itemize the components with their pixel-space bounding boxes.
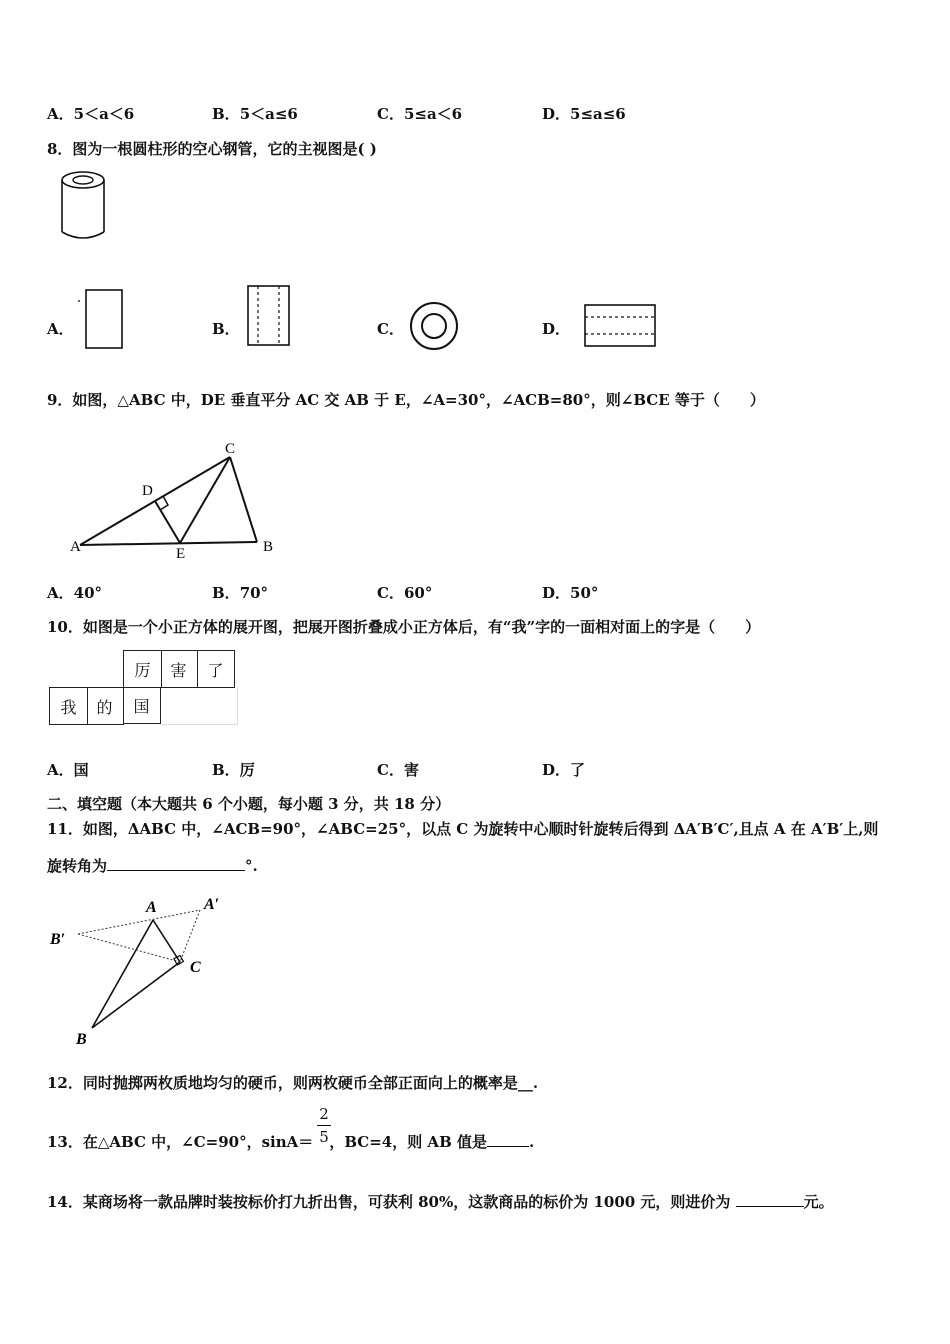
q7-option-a: A．5＜a＜6 [47, 105, 135, 123]
cube-cell-top-3: 了 [197, 650, 235, 688]
q9-label-c: C [225, 441, 236, 457]
q11-label-a-prime: A′ [204, 896, 220, 913]
q11-label-a: A [146, 899, 157, 916]
q8-option-c-figure [407, 300, 461, 354]
q9-label-d: D [142, 483, 153, 499]
q13-numerator: 2 [319, 1105, 329, 1123]
q13-stem: 13．在△ABC 中，∠C=90°，sinA＝ ，BC=4，则 AB 值是 . [47, 1133, 535, 1151]
q9-triangle-figure [60, 435, 290, 565]
q7-option-c: C．5≤a＜6 [377, 105, 463, 123]
q8-option-b-figure [246, 284, 292, 348]
q9-stem: 9．如图，△ABC 中，DE 垂直平分 AC 交 AB 于 E，∠A=30°，∠ACB=80°，则∠BCE 等于（ ） [47, 391, 765, 409]
q14-answer-blank[interactable] [736, 1192, 804, 1207]
section-heading: 二、填空题（本大题共 6 个小题，每小题 3 分，共 18 分） [47, 795, 451, 813]
q7-option-b: B．5＜a≤6 [212, 105, 298, 123]
cube-cell-bottom-3: 国 [123, 687, 161, 724]
q10-option-c: C．害 [377, 761, 419, 779]
cube-cell-bottom-1: 我 [49, 687, 88, 725]
q9-option-d: D．50° [542, 584, 599, 602]
q13-fraction [317, 1105, 331, 1146]
q10-stem: 10．如图是一个小正方体的展开图，把展开图折叠成小正方体后，有“我”字的一面相对面上的字是（ ） [47, 618, 761, 636]
q9-label-e: E [176, 546, 186, 562]
q8-option-d-label: D． [542, 320, 571, 338]
q8-option-d-figure [582, 303, 658, 349]
cube-cell-bottom-2: 的 [86, 687, 124, 725]
q10-option-b: B．厉 [212, 761, 255, 779]
q9-option-c: C．60° [377, 584, 433, 602]
cube-net-faint-border [161, 687, 238, 725]
q14-stem: 14．某商场将一款品牌时装按标价打九折出售，可获利 80%，这款商品的标价为 1000 元，则进价为 元。 [47, 1193, 834, 1211]
q8-option-c-label: C． [377, 320, 404, 338]
q11-answer-blank[interactable] [107, 856, 245, 871]
q11-stem-line1: 11．如图，ΔABC 中，∠ACB=90°，∠ABC=25°，以点 C 为旋转中心顺时针旋转后得到 ΔA′B′C′,且点 A 在 A′B′上,则 [47, 820, 879, 838]
cube-cell-top-1: 厉 [123, 650, 162, 688]
q8-option-a-label: A． [47, 320, 74, 338]
q11-rotation-figure [50, 890, 250, 1050]
q10-option-a: A．国 [47, 761, 89, 779]
q13-answer-blank[interactable] [487, 1132, 529, 1147]
q11-label-c: C [190, 959, 201, 976]
q8-hollow-pipe-figure [60, 170, 110, 242]
q8-stem: 8．图为一根圆柱形的空心钢管，它的主视图是( ) [47, 140, 377, 158]
q9-option-b: B．70° [212, 584, 269, 602]
q13-denominator: 5 [319, 1128, 329, 1146]
q9-option-a: A．40° [47, 584, 103, 602]
q11-label-b-prime: B′ [50, 931, 66, 948]
q9-label-a: A [70, 539, 81, 555]
q12-stem: 12．同时抛掷两枚质地均匀的硬币，则两枚硬币全部正面向上的概率是__. [47, 1074, 539, 1092]
q9-label-b: B [263, 539, 274, 555]
q11-stem-line2: 旋转角为 °. [47, 857, 258, 875]
q8-option-b-label: B． [212, 320, 240, 338]
q11-label-b: B [76, 1031, 87, 1048]
q10-option-d: D．了 [542, 761, 586, 779]
q7-option-d: D．5≤a≤6 [542, 105, 626, 123]
cube-cell-top-2: 害 [160, 650, 198, 688]
q8-option-a-figure [76, 288, 126, 352]
